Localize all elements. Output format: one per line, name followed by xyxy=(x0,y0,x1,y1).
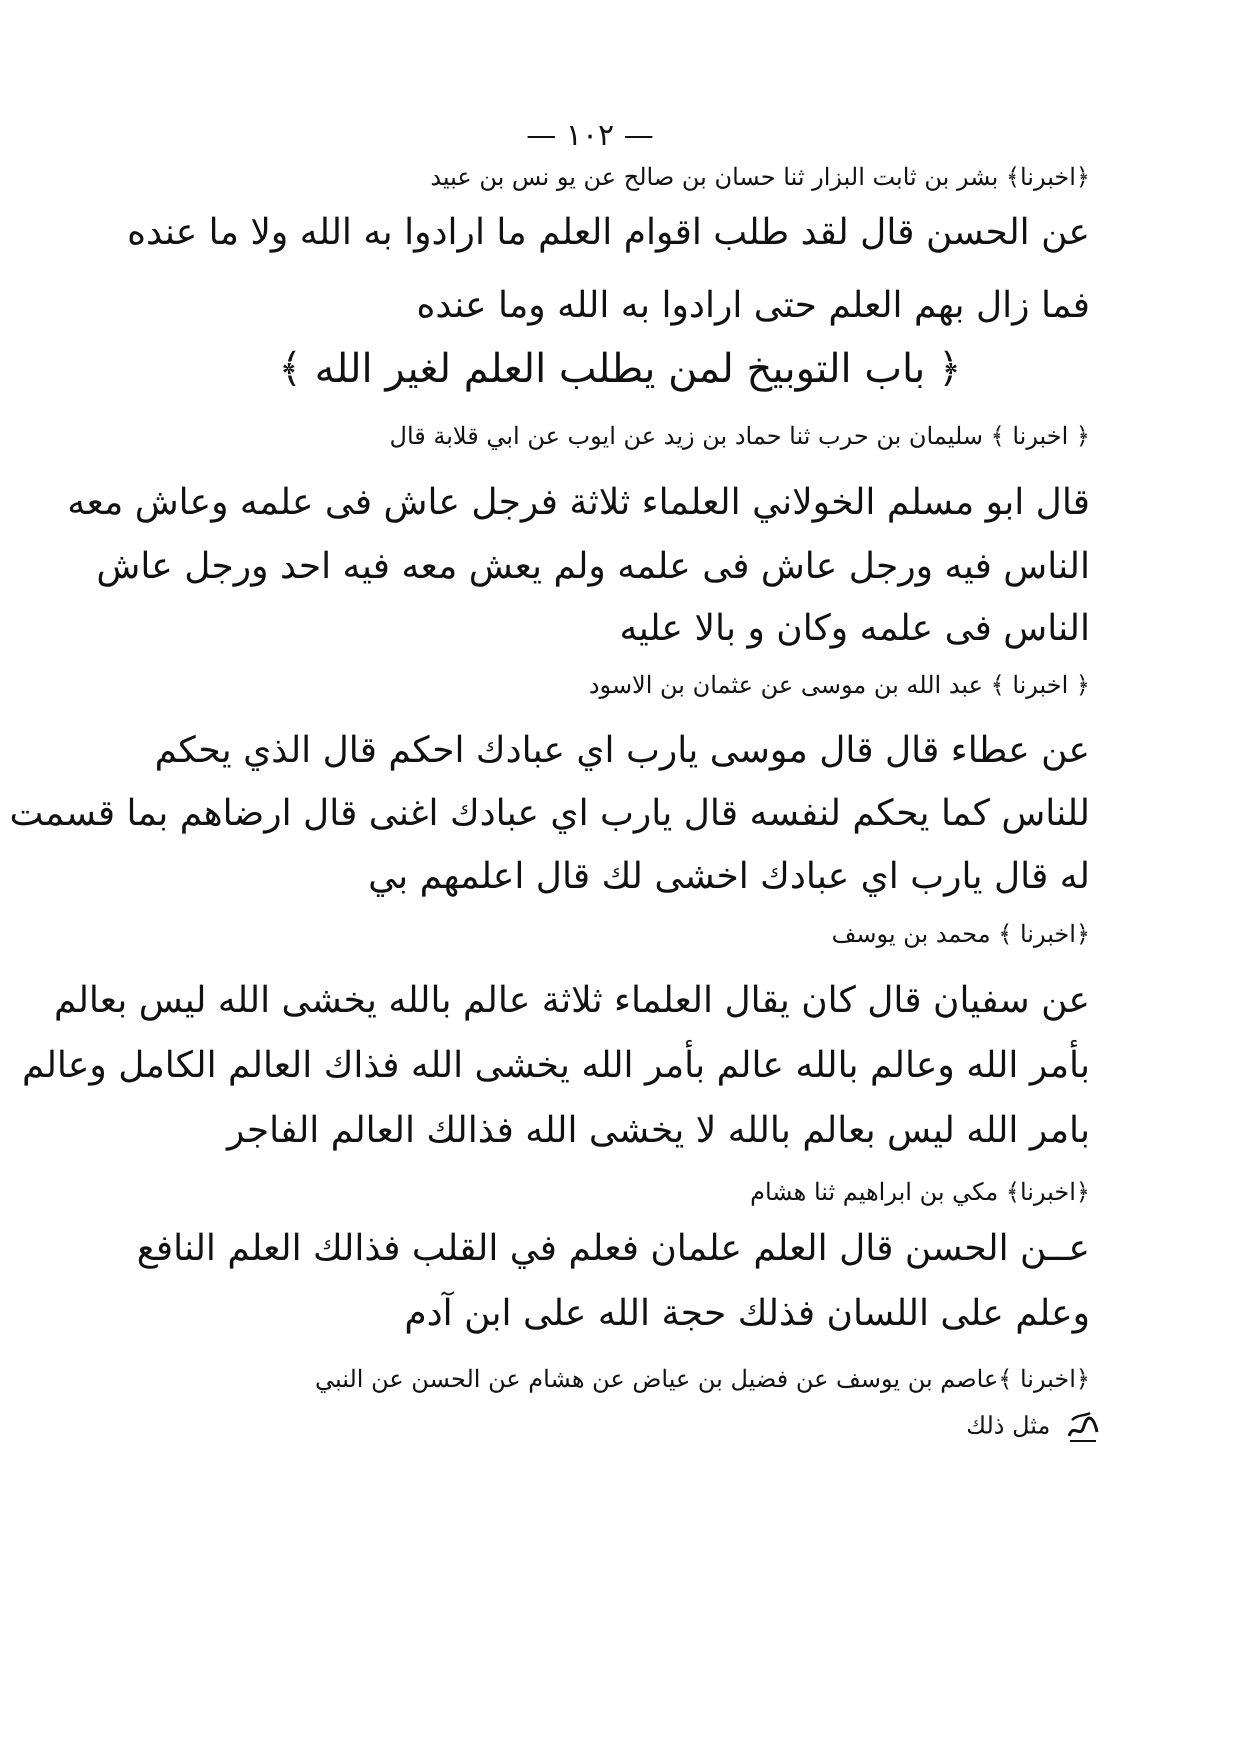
body-line-10: بأمر الله وعالم بالله عالم بأمر الله يخشى الله فذاك العالم الكامل وعالم xyxy=(22,1045,1090,1086)
isnad-line-3: ﴿ اخبرنا ﴾ عبد الله بن موسى عن عثمان بن الاسود xyxy=(588,671,1090,699)
isnad-line-1: ﴿اخبرنا﴾ بشر بن ثابت البزار ثنا حسان بن صالح عن يو نس بن عبيد xyxy=(430,163,1090,191)
body-line-5: الناس فى علمه وكان و بالا عليه xyxy=(619,608,1090,649)
body-line-2: فما زال بهم العلم حتى ارادوا به الله وما عنده xyxy=(416,285,1090,326)
body-line-6: عن عطاء قال قال موسى يارب اي عبادك احكم قال الذي يحكم xyxy=(154,730,1090,771)
body-line-8: له قال يارب اي عبادك اخشى لك قال اعلمهم بي xyxy=(368,856,1090,897)
isnad-line-2: ﴿ اخبرنا ﴾ سليمان بن حرب ثنا حماد بن زيد عن ايوب عن ابي قلابة قال xyxy=(389,422,1090,450)
closing-text: مثل ذلك xyxy=(966,1411,1051,1440)
body-line-13: وعلم على اللسان فذلك حجة الله على ابن آدم xyxy=(404,1293,1090,1334)
isnad-line-6: ﴿اخبرنا ﴾عاصم بن يوسف عن فضيل بن عياض عن هشام عن الحسن عن النبي xyxy=(314,1365,1090,1393)
body-line-1: عن الحسن قال لقد طلب اقوام العلم ما ارادوا به الله ولا ما عنده xyxy=(127,212,1090,253)
body-line-11: بامر الله ليس بعالم بالله لا يخشى الله فذالك العالم الفاجر xyxy=(227,1110,1090,1151)
isnad-line-5: ﴿اخبرنا﴾ مكي بن ابراهيم ثنا هشام xyxy=(750,1178,1090,1206)
section-heading: ﴿ باب التوبيخ لمن يطلب العلم لغير الله ﴾ xyxy=(278,346,962,392)
body-line-7: للناس كما يحكم لنفسه قال يارب اي عبادك اغنى قال ارضاهم بما قسمت xyxy=(9,793,1090,834)
body-line-4: الناس فيه ورجل عاش فى علمه ولم يعش معه فيه احد ورجل عاش xyxy=(96,546,1090,587)
body-line-9: عن سفيان قال كان يقال العلماء ثلاثة عالم بالله يخشى الله ليس بعالم xyxy=(53,980,1090,1021)
blessing-calligraphy-icon xyxy=(1066,1410,1100,1444)
page-number: — ١٠٢ — xyxy=(526,118,654,153)
body-line-3: قال ابو مسلم الخولاني العلماء ثلاثة فرجل عاش فى علمه وعاش معه xyxy=(67,482,1090,523)
isnad-line-4: ﴿اخبرنا ﴾ محمد بن يوسف xyxy=(831,920,1090,948)
closing-line xyxy=(966,1410,1100,1444)
body-line-12: عــن الحسن قال العلم علمان فعلم في القلب فذالك العلم النافع xyxy=(136,1228,1090,1269)
